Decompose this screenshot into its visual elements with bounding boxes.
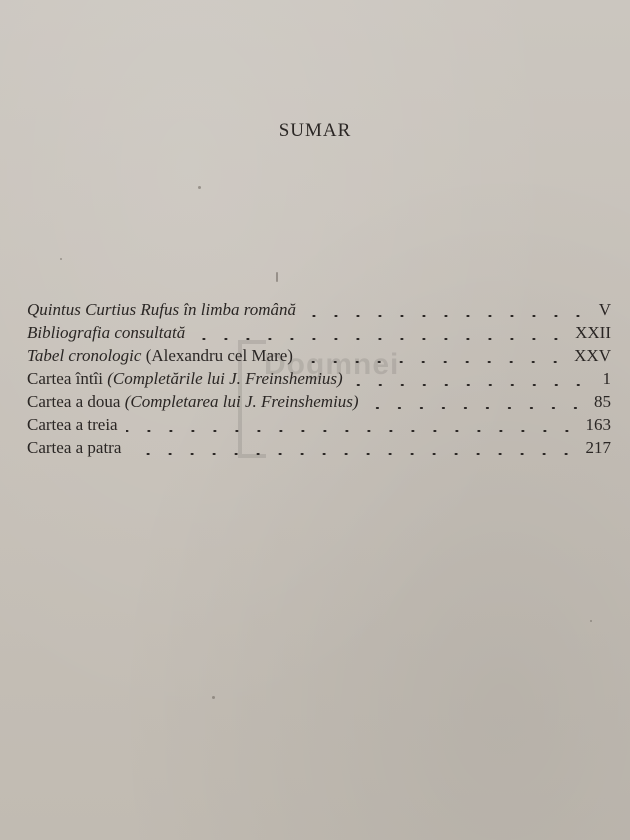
toc-entry-label [27,346,293,366]
toc-page-number: V [598,300,611,319]
toc-entry-text: Cartea întîi [27,369,108,388]
page-title: SUMAR [278,120,352,141]
toc-entry [27,323,611,346]
toc-entry-text: Tabel cronologic [27,346,142,365]
toc-entry [27,300,611,323]
toc-page-number: 1 [602,369,611,388]
paper-speck [60,258,62,260]
toc-entry-text: Bibliografia consultată [27,323,186,342]
paper-speck [198,186,201,189]
dot-leader [304,315,589,317]
toc-entry [27,392,611,415]
watermark-text: Dogmnei [264,348,400,381]
toc-entry-label [27,415,118,435]
toc-entry-text: (Completările lui J. Freinshemius) [107,369,343,388]
dot-leader [301,361,566,363]
toc-entry-label [27,300,296,320]
toc-page-number: 163 [585,415,611,434]
toc-page-number: 217 [585,438,611,457]
toc-entry [27,438,611,461]
toc-entry-text: (Completarea lui J. Freinshemius) [124,392,359,411]
toc-entry-text: Cartea a doua [27,392,125,411]
toc-page-number: XXV [574,346,611,365]
dot-leader [129,453,577,455]
paper-speck [212,696,215,699]
toc-entry [27,415,611,438]
toc-entry-label [27,323,185,343]
paper-speck [590,620,592,622]
toc-entry-text: Quintus Curtius Rufus în limba română [27,300,297,319]
toc-entry [27,369,611,392]
toc-page-number: 85 [594,392,611,411]
toc-entry [27,346,611,369]
dot-leader [126,430,578,432]
dot-leader [193,338,567,340]
table-of-contents [27,300,611,461]
toc-entry-text: Cartea a treia [27,415,118,434]
toc-entry-label [27,438,121,458]
toc-entry-text: (Alexandru cel Mare) [141,346,293,365]
toc-page-number: XXII [575,323,611,342]
toc-entry-text: Cartea a patra [27,438,122,457]
toc-entry-label [27,392,359,412]
dot-leader [351,384,589,386]
toc-entry-label [27,369,343,389]
paper-speck [276,272,278,282]
dot-leader [367,407,586,409]
